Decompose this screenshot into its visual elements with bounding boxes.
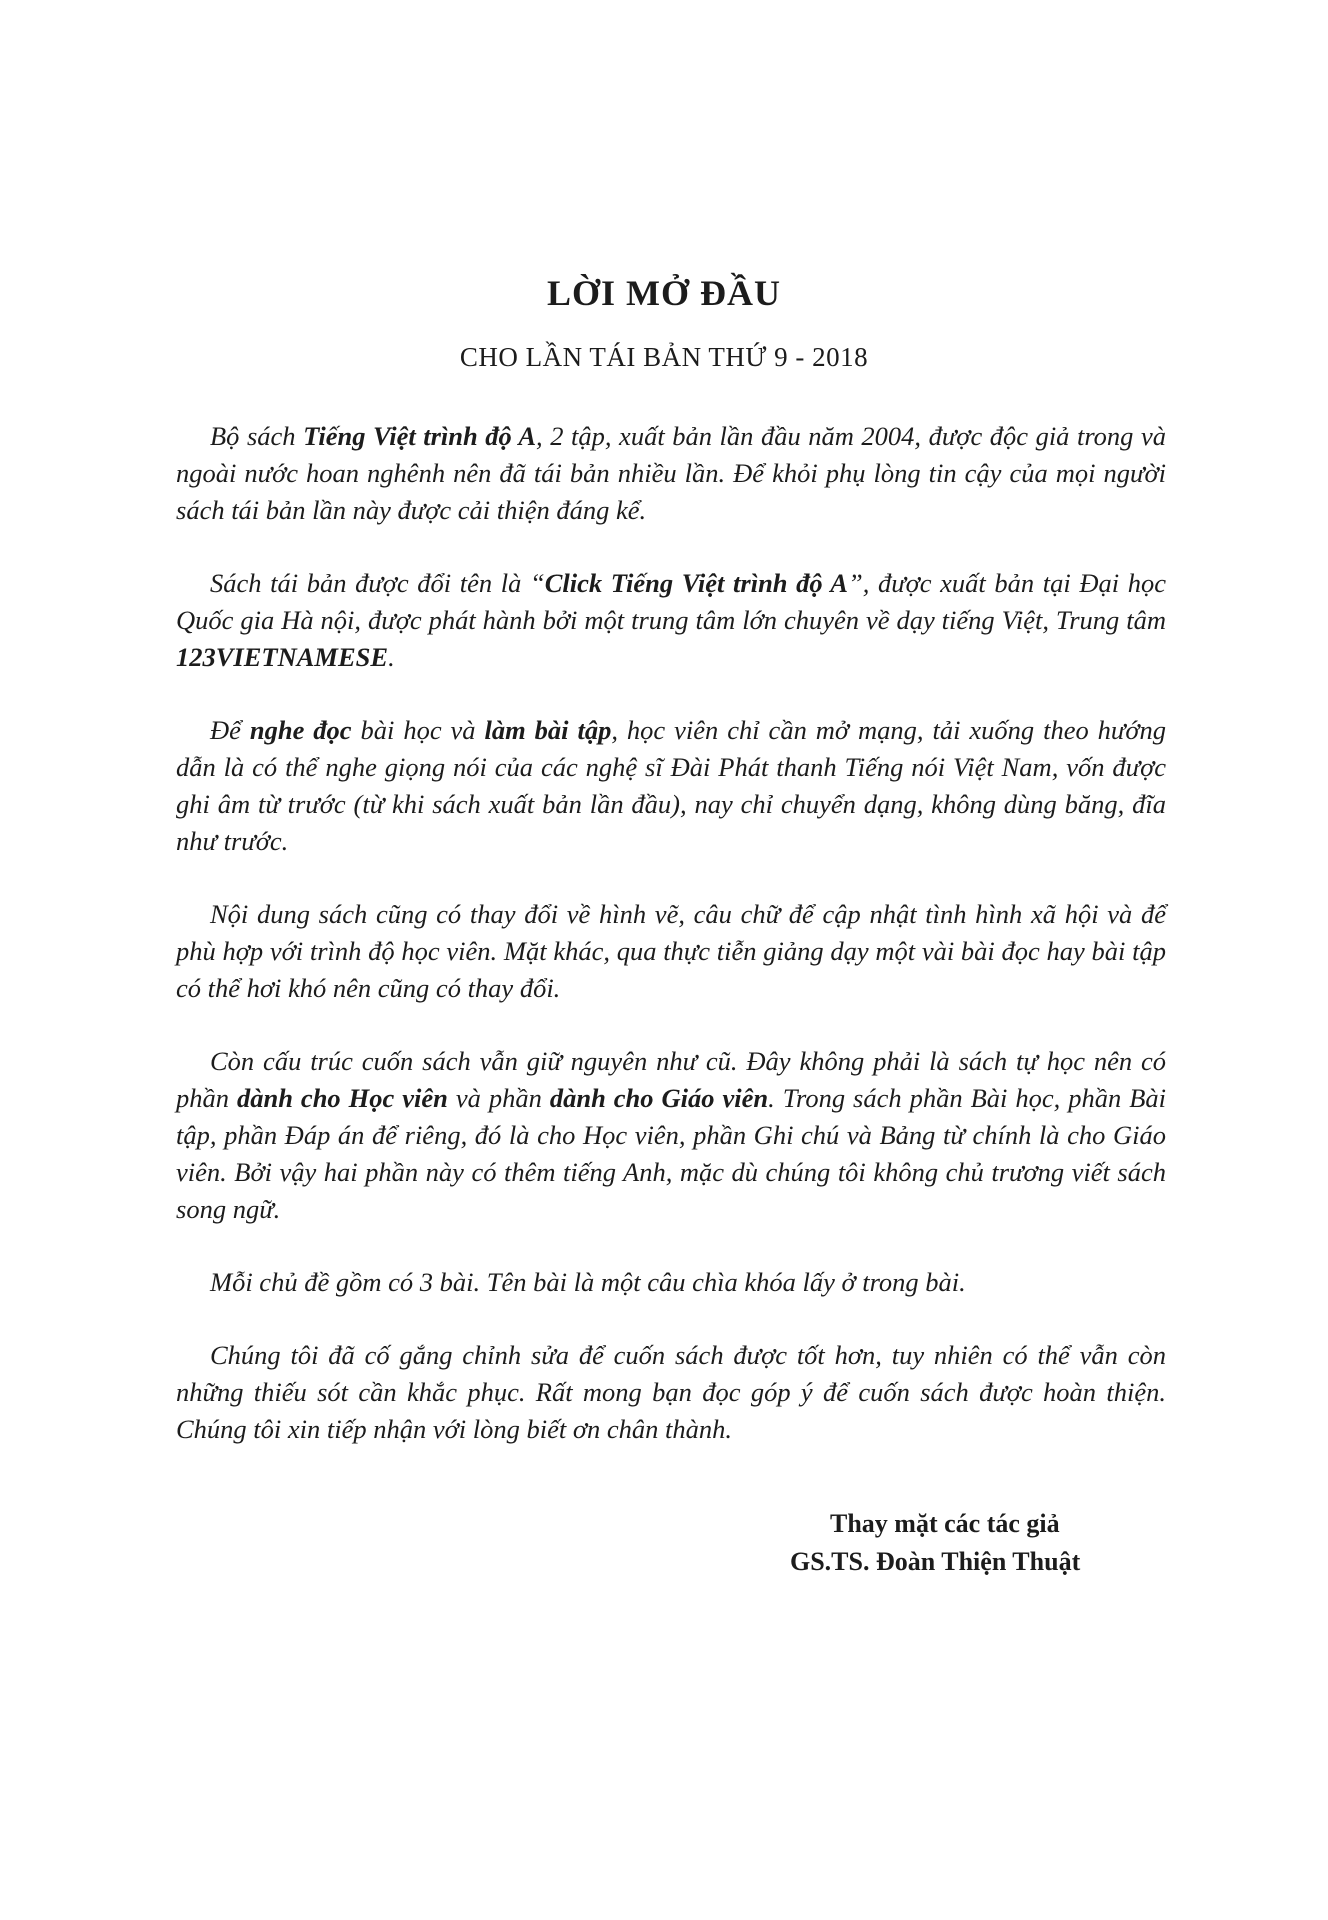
text-run: Sách tái bản được đổi tên là “ <box>210 568 545 598</box>
text-run: . Trong sách phần Bài học, phần Bài tập, phần Đáp án để riêng, đó là cho Học viên, phần Ghi chú và Bảng từ chính là cho Giáo viên. Bởi vậy hai phần này có thêm tiếng Anh, mặc dù chúng tôi không chủ trương viết sách song ngữ. <box>176 1083 1166 1224</box>
text-run: Mỗi chủ đề gồm có 3 bài. Tên bài là một câu chìa khóa lấy ở trong bài. <box>210 1267 966 1297</box>
text-run: Chúng tôi đã cố gắng chỉnh sửa để cuốn sách được tốt hơn, tuy nhiên có thể vẫn còn những thiếu sót cần khắc phục. Rất mong bạn đọc góp ý để cuốn sách được hoàn thiện. Chúng tôi xin tiếp nhận với lòng biết ơn chân thành. <box>176 1340 1166 1444</box>
paragraph-5 <box>176 1043 1166 1228</box>
text-run: ”, được xuất bản tại Đại học Quốc gia Hà nội, được phát hành bởi một trung tâm lớn chuyên về dạy tiếng Việt, Trung tâm <box>176 568 1166 635</box>
text-run: , học viên chỉ cần mở mạng, tải xuống theo hướng dẫn là có thể nghe giọng nói của các nghệ sĩ Đài Phát thanh Tiếng nói Việt Nam, vốn được ghi âm từ trước (từ khi sách xuất bản lần đầu), nay chỉ chuyển dạng, không dùng băng, đĩa như trước. <box>176 715 1167 856</box>
page-title: LỜI MỞ ĐẦU <box>547 273 781 313</box>
bold-run: làm bài tập <box>484 715 612 745</box>
text-run: . <box>388 642 395 672</box>
text-run: và phần <box>447 1083 550 1113</box>
bold-run: nghe đọc <box>249 715 352 745</box>
preface-body <box>176 418 1166 1484</box>
paragraph-1 <box>176 418 1166 529</box>
page-subtitle: CHO LẦN TÁI BẢN THỨ 9 - 2018 <box>459 342 869 372</box>
paragraph-3 <box>176 712 1166 860</box>
signature-role: Thay mặt các tác giả <box>830 1509 1060 1538</box>
text-run: Để <box>210 715 250 745</box>
text-run: Còn cấu trúc cuốn sách vẫn giữ nguyên như cũ. Đây không phải là sách tự học nên có phần <box>176 1046 1166 1113</box>
paragraph-7 <box>176 1337 1166 1448</box>
bold-run: 123VIETNAMESE <box>176 642 389 672</box>
bold-run: dành cho Giáo viên <box>549 1083 769 1113</box>
bold-run: Tiếng Việt trình độ A <box>303 421 537 451</box>
text-run: Nội dung sách cũng có thay đổi về hình vẽ, câu chữ để cập nhật tình hình xã hội và để phù hợp với trình độ học viên. Mặt khác, qua thực tiễn giảng dạy một vài bài đọc hay bài tập có thể hơi khó nên cũng có thay đổi. <box>176 899 1166 1003</box>
text-run: bài học và <box>351 715 485 745</box>
text-run: , 2 tập, xuất bản lần đầu năm 2004, được độc giả trong và ngoài nước hoan nghênh nên đã tái bản nhiều lần. Để khỏi phụ lòng tin cậy của mọi người sách tái bản lần này được cải thiện đáng kể. <box>176 421 1166 525</box>
text-run: Bộ sách <box>210 421 304 451</box>
signature-author: GS.TS. Đoàn Thiện Thuật <box>790 1547 1081 1576</box>
paragraph-4 <box>176 896 1166 1007</box>
bold-run: dành cho Học viên <box>236 1083 448 1113</box>
paragraph-2 <box>176 565 1166 676</box>
bold-run: Click Tiếng Việt trình độ A <box>544 568 848 598</box>
signature-block <box>790 1505 1150 1581</box>
paragraph-6 <box>176 1264 1166 1301</box>
